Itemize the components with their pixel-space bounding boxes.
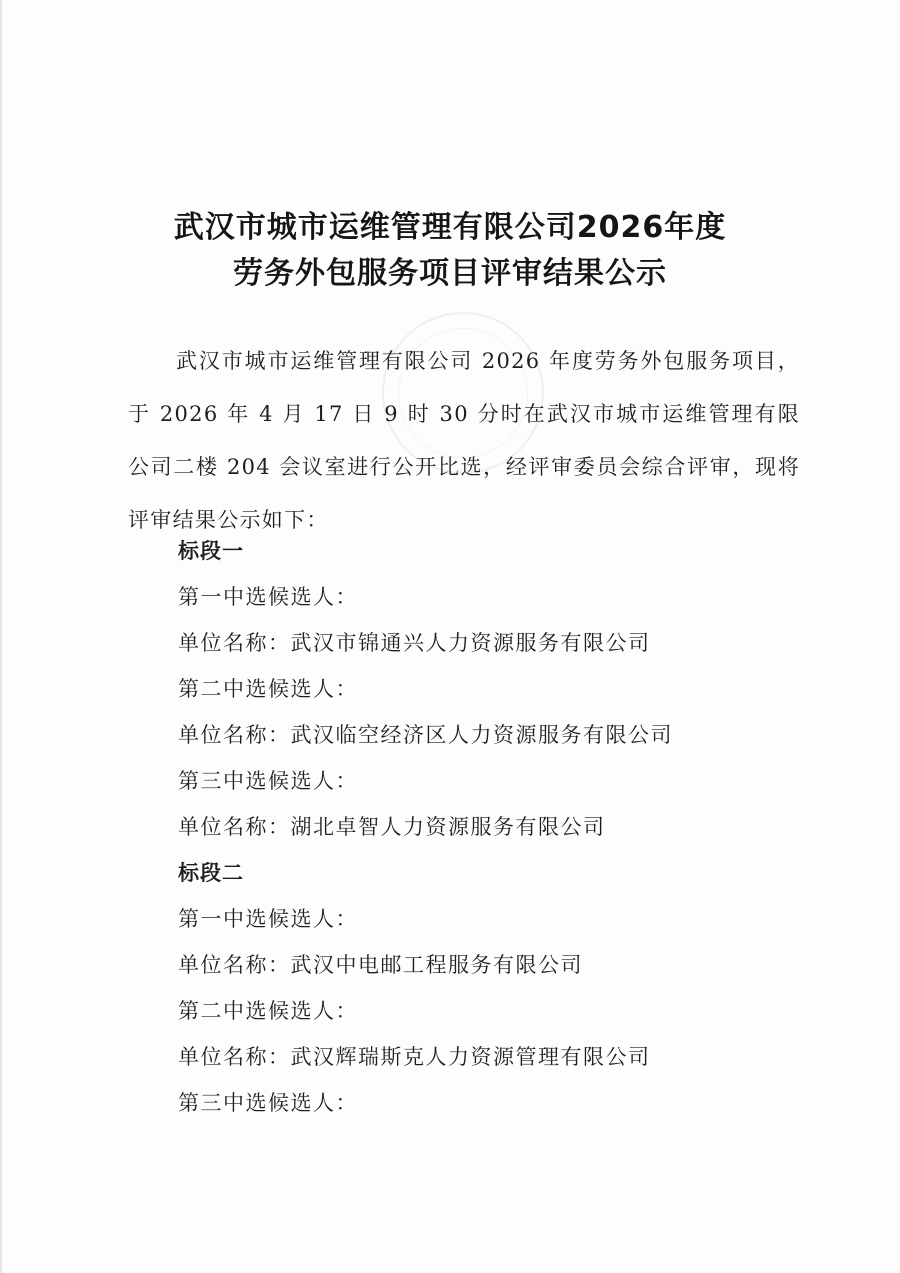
- company-name: 武汉市锦通兴人力资源服务有限公司: [290, 631, 651, 655]
- lot-2-heading: 标段二: [178, 861, 244, 885]
- lot-1-candidate-2-rank: 第二中选候选人：: [178, 677, 358, 701]
- company-label: 单位名称：: [178, 953, 291, 977]
- lot-2-candidate-2-rank: 第二中选候选人：: [178, 999, 358, 1023]
- lot-1-heading: 标段一: [178, 539, 244, 563]
- lot-1-candidate-3-rank: 第三中选候选人：: [178, 769, 358, 793]
- lot-2-candidate-3-rank: 第三中选候选人：: [178, 1091, 358, 1115]
- company-name: 湖北卓智人力资源服务有限公司: [290, 815, 606, 839]
- title-line-1: 武汉市城市运维管理有限公司2026年度: [173, 210, 727, 245]
- title-line-2: 劳务外包服务项目评审结果公示: [233, 256, 667, 291]
- company-label: 单位名称：: [178, 723, 291, 747]
- results-list: [178, 528, 818, 1126]
- lot-1-candidate-1-rank: 第一中选候选人：: [178, 585, 358, 609]
- lot-2-candidate-2-company: [178, 1034, 818, 1080]
- lot-2-candidate-1-company: [178, 942, 818, 988]
- lot-1-candidate-2-company: [178, 712, 818, 758]
- lot-1-candidate-1-company: [178, 620, 818, 666]
- company-label: 单位名称：: [178, 815, 291, 839]
- document-title: [0, 205, 900, 297]
- company-label: 单位名称：: [178, 631, 291, 655]
- lot-1-candidate-3-company: [178, 804, 818, 850]
- company-name: 武汉中电邮工程服务有限公司: [290, 953, 583, 977]
- company-name: 武汉临空经济区人力资源服务有限公司: [290, 723, 673, 747]
- intro-paragraph: 武汉市城市运维管理有限公司 2026 年度劳务外包服务项目，于 2026 年 4 月 17 日 9 时 30 分时在武汉市城市运维管理有限公司二楼 204 会议室进行公开比选，经评审委员会综合评审，现将评审结果公示如下：: [128, 349, 800, 532]
- page-edge: [0, 0, 2, 1273]
- company-label: 单位名称：: [178, 1045, 291, 1069]
- lot-2-candidate-1-rank: 第一中选候选人：: [178, 907, 358, 931]
- company-name: 武汉辉瑞斯克人力资源管理有限公司: [290, 1045, 651, 1069]
